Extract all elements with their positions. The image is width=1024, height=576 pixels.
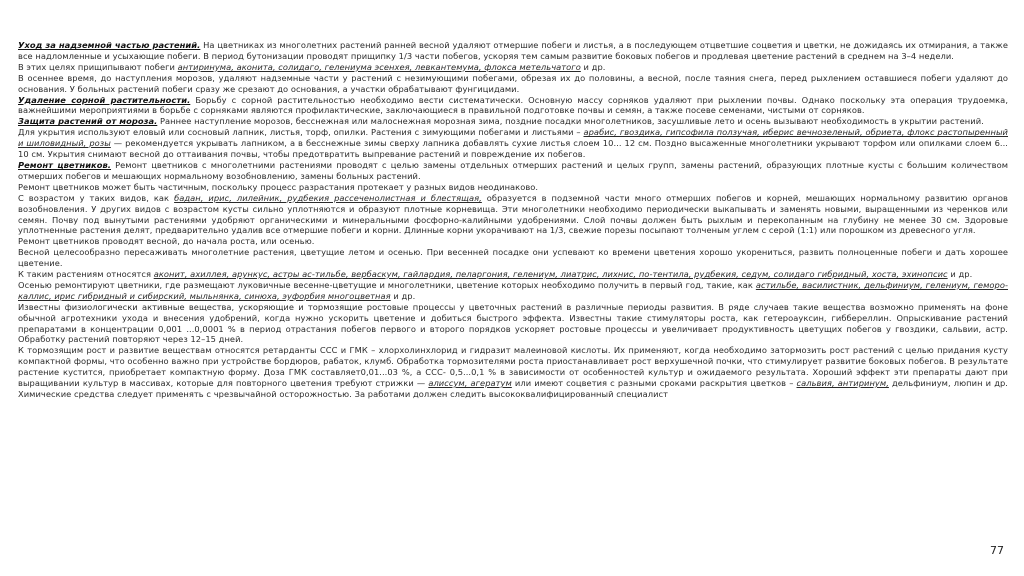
paragraph bbox=[18, 247, 1008, 269]
paragraph-text: К тормозящим рост и развитие веществам относятся ретарданты ССС и ГМК – хлорхолинхлорид и гидразит малеиновой кислоты. Их применяют, когда необходимо затормозить рост растений с целью придания кусту компактной формы, что особенно важно при устройстве бордюров, рабаток, клумб. Обработка тормозителями роста приостанавливает рост верхушечной почки, что стимулирует развитие боковых побегов. В результате растение кустится, приобретает компактную форму. Доза ГМК составляет0,01...03 %, а ССС- 0,5...0,1 % в зависимости от особенностей культур и ожидаемого результата. Хороший эффект эти препараты дают при выращивании культур в массивах, которые для повторного цветения требуют стрижки — bbox=[18, 345, 1008, 389]
paragraph-text: Для укрытия используют еловый или сосновый лапник, листья, торф, опилки. Растения с зимующими побегами и листьями – bbox=[18, 127, 584, 138]
paragraph bbox=[18, 182, 1008, 193]
paragraph bbox=[18, 95, 1008, 117]
paragraph-text: Осенью ремонтируют цветники, где размещают луковичные весенне-цветущие и многолетники, цветение которых необходимо получить в первый год, такие, как bbox=[18, 279, 756, 290]
paragraph-text: или имеют соцветия с разными сроками раскрытия цветков – bbox=[511, 378, 797, 389]
paragraph-text: С возрастом у таких видов, как bbox=[18, 192, 175, 203]
paragraph bbox=[18, 127, 1008, 160]
section-heading: Защита растений от мороза. bbox=[18, 116, 158, 127]
paragraph-text: образуется в подземной части много отмерших побегов и корней, мешающих нормальному развитию органов возобновления. У других видов с возрастом кусты сильно уплотняются и образуют плотные корневища. Эти многолетники необходимо периодически выкапывать и заменять новыми, выращенными из черенков или семян. Почву под вынутыми растениями удобряют органическими и минеральными фосфорно-калийными удобрениями. Слой почвы должен быть рыхлым и перекопанным на глубину не менее 30 см. Здоровые уплотненные растения делят, предварительно удалив все отмершие побеги и корни. Длинные корни укорачивают на 1/3, свежие порезы посыпают толченым углем с серой (1:1) или порошком из древесного угля. bbox=[18, 192, 1008, 236]
paragraph bbox=[18, 269, 1008, 280]
paragraph-text: и др. bbox=[390, 290, 416, 301]
paragraph bbox=[18, 345, 1008, 400]
plant-list: сальвия, антиринум, bbox=[796, 378, 889, 389]
paragraph-text: и др. bbox=[580, 61, 606, 72]
paragraph-text: дельфиниум, люпин и др. Химические средства следует применять с чрезвычайной осторожностью. За работами должен следить высококвалифицированный специалист bbox=[18, 378, 1008, 399]
paragraph-text: Ремонт цветников проводят весной, до начала роста, или осенью. bbox=[18, 236, 315, 247]
section-heading: Удаление сорной растительности. bbox=[18, 94, 191, 105]
section-heading: Уход за надземной частью растений. bbox=[18, 40, 201, 50]
paragraph bbox=[18, 280, 1008, 302]
section-heading: Ремонт цветников. bbox=[18, 159, 111, 170]
plant-list: бадан, ирис, лилейник, рудбекия рассеченолистная и блестящая, bbox=[174, 192, 482, 203]
paragraph-text: — рекомендуется укрывать лапником, а в бесснежные зимы сверху лапника добавлять сухие листья слоем 10... 12 см. Поздно высаженные многолетники укрывают торфом или опилками слоем 6... 10 см. Укрытия снимают весной до оттаивания почвы, чтобы предотвратить выпревание растений и повреждение их побегов. bbox=[18, 138, 1008, 160]
paragraph-text: Раннее наступление морозов, бесснежная или малоснежная морозная зима, поздние посадки многолетников, засушливые лето и осень вызывают необходимость в укрытии растений. bbox=[157, 116, 984, 127]
paragraph bbox=[18, 73, 1008, 95]
paragraph bbox=[18, 160, 1008, 182]
paragraph-text: В осеннее время, до наступления морозов, удаляют надземные части у растений с незимующими побегами, обрезая их до половины, а весной, после таяния снега, перед рыхлением оставшиеся побеги удаляют до основания. У больных растений побеги сразу же срезают до основания, а участки обрабатывают фунгицидами. bbox=[18, 72, 1008, 94]
plant-list: арабис, гвоздика, гипсофила ползучая, иберис вечнозеленый, обриета, флокс растопыренный и шиловидный, розы bbox=[18, 127, 1009, 149]
paragraph-text: На цветниках из многолетних растений ранней весной удаляют отмершие побеги и листья, а в последующем отцветшие соцветия и цветки, не дожидаясь их отмирания, а также все надломленные и усыхающие побеги. В период бутонизации проводят прищипку 1/3 части побегов, ускоряя тем самым развитие боковых побегов и продлевая цветение растений в среднем на 3–4 недели. bbox=[18, 40, 1008, 61]
paragraph-text: Ремонт цветников с многолетними растениями проводят с целью замены отдельных отмерших растений и целых групп, замены растений, образующих плотные кусты с большим количеством отмерших побегов и мешающих нормальному возобновлению, замены больных растений. bbox=[18, 159, 1008, 181]
plant-list: антиринума, аконита, солидаго, гелениума эсенхея, левкантемума, флокса метельчатого bbox=[177, 61, 581, 72]
paragraph bbox=[18, 62, 1008, 73]
paragraph-text: Ремонт цветников может быть частичным, поскольку процесс разрастания протекает у разных видов неодинаково. bbox=[18, 181, 539, 192]
paragraph-text: К таким растениям относятся bbox=[18, 269, 154, 280]
page-number: 77 bbox=[990, 544, 1004, 557]
paragraph-text: Борьбу с сорной растительностью необходимо вести систематически. Основную массу сорняков удаляют при рыхлении почвы. Однако поскольку эта операция трудоемка, важнейшими мероприятиями в борьбе с сорняками являются профилактические, заключающиеся в правильной подготовке почвы и семян, а также посеве семенами, чистыми от сорняков. bbox=[18, 94, 1009, 116]
paragraph bbox=[18, 40, 1008, 62]
paragraph bbox=[18, 236, 1008, 247]
paragraph bbox=[18, 302, 1008, 346]
paragraph bbox=[18, 116, 1008, 127]
paragraph-text: Весной целесообразно пересаживать многолетние растения, цветущие летом и осенью. При весенней посадке они успевают ко времени цветения хорошо укорениться, развить полноценные побеги и дать хорошее цветение. bbox=[18, 247, 1008, 269]
document-body bbox=[18, 40, 1008, 400]
paragraph-text: В этих целях прищипывают побеги bbox=[18, 61, 178, 72]
paragraph bbox=[18, 193, 1008, 237]
paragraph-text: Известны физиологически активные вещества, ускоряющие и тормозящие ростовые процессы у цветочных растений в различные периоды развития. В ряде случаев такие вещества возможно применять на фоне обычной агротехники ухода и внесения удобрений, когда нужно ускорить цветение и добиться быстрого эффекта. Известны такие стимуляторы роста, как гетероауксин, гиббереллин. Опрыскивание растений препаратами в концентрации 0,001 ...0,0001 % в период отрастания побегов первого и второго порядков ускоряет ростовые процессы и увеличивает продуктивность цветущих побегов у гвоздики, сальвии, астр. Обработку растений повторяют через 12–15 дней. bbox=[18, 301, 1008, 345]
plant-list: алиссум, агератум bbox=[428, 378, 512, 389]
plant-list: астильбе, василистник, дельфиниум, гелениум, геморо-каллис, ирис гибридный и сибирский, мыльнянка, синюха, эуфорбия многоцветная bbox=[18, 279, 1008, 301]
plant-list: аконит, ахиллея, арункус, астры ас-тильбе, вербаскум, гайлардия, пеларгония, гелениум, лиатрис, лихнис, по-тентила, рудбекия, седум, солидаго гибридный, хоста, эхинопсис bbox=[153, 269, 948, 280]
paragraph-text: и др. bbox=[947, 269, 973, 280]
